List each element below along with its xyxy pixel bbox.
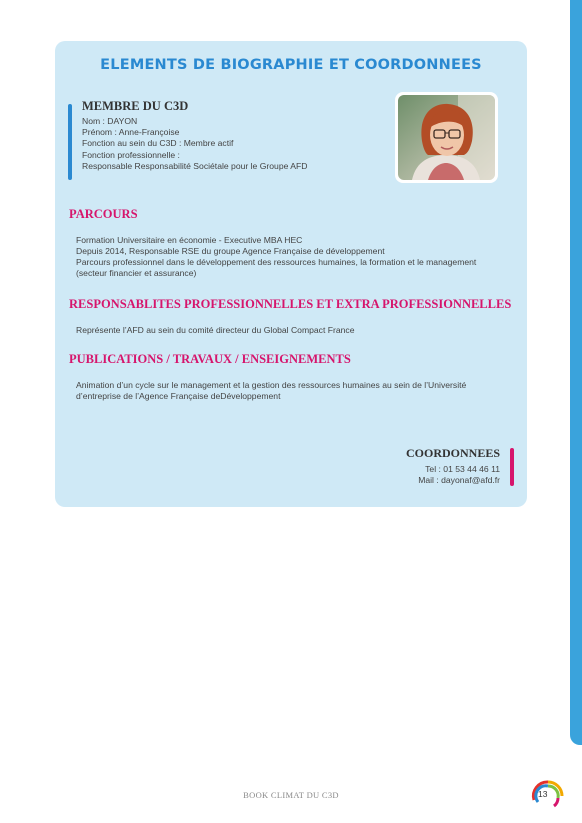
page-edge-bar <box>570 0 582 745</box>
contact-phone: Tel : 01 53 44 46 11 <box>425 464 500 474</box>
page-number: 13 <box>538 789 548 799</box>
publications-line: d’entreprise de l’Agence Française deDéveloppement <box>76 391 281 401</box>
member-name: Nom : DAYON <box>82 116 138 126</box>
responsabilites-heading: RESPONSABLITES PROFESSIONNELLES ET EXTRA PROFESSIONNELLES <box>69 297 512 311</box>
member-firstname: Prénom : Anne-Françoise <box>82 127 180 138</box>
responsabilites-body <box>76 325 521 336</box>
member-c3d-role: Fonction au sein du C3D : Membre actif <box>82 138 234 149</box>
contact-accent-bar <box>510 448 514 486</box>
parcours-body <box>76 235 521 279</box>
contact-heading: COORDONNEES <box>405 446 500 460</box>
responsabilites-line: Représente l’AFD au sein du comité directeur du Global Compact France <box>76 325 355 335</box>
portrait-frame <box>395 92 498 183</box>
contact-info <box>406 446 500 486</box>
parcours-line: Formation Universitaire en économie - Executive MBA HEC <box>76 235 303 245</box>
parcours-line: Depuis 2014, Responsable RSE du groupe Agence Française de développement <box>76 246 385 256</box>
parcours-line: Parcours professionnel dans le développement des ressources humaines, la formation et le management <box>76 257 477 267</box>
contact-email[interactable]: Mail : dayonaf@afd.fr <box>418 475 500 485</box>
parcours-heading: PARCOURS <box>69 207 138 221</box>
publications-body <box>76 380 521 402</box>
publications-line: Animation d’un cycle sur le management et la gestion des ressources humaines au sein de l’Université <box>76 380 467 390</box>
member-job: Responsable Responsabilité Sociétale pour le Groupe AFD <box>82 160 308 171</box>
biography-card <box>55 41 527 507</box>
member-accent-bar <box>68 104 72 180</box>
member-job-label: Fonction professionnelle : <box>82 149 180 160</box>
member-heading: MEMBRE DU C3D <box>82 99 189 113</box>
member-info <box>82 99 392 172</box>
footer-title: BOOK CLIMAT DU C3D <box>243 790 339 800</box>
parcours-line: (secteur financier et assurance) <box>76 268 197 278</box>
portrait-photo-icon <box>398 95 495 180</box>
publications-heading: PUBLICATIONS / TRAVAUX / ENSEIGNEMENTS <box>69 352 351 366</box>
page-title: ELEMENTS DE BIOGRAPHIE ET COORDONNEES <box>100 57 482 73</box>
rainbow-arc-logo-icon <box>530 776 566 812</box>
